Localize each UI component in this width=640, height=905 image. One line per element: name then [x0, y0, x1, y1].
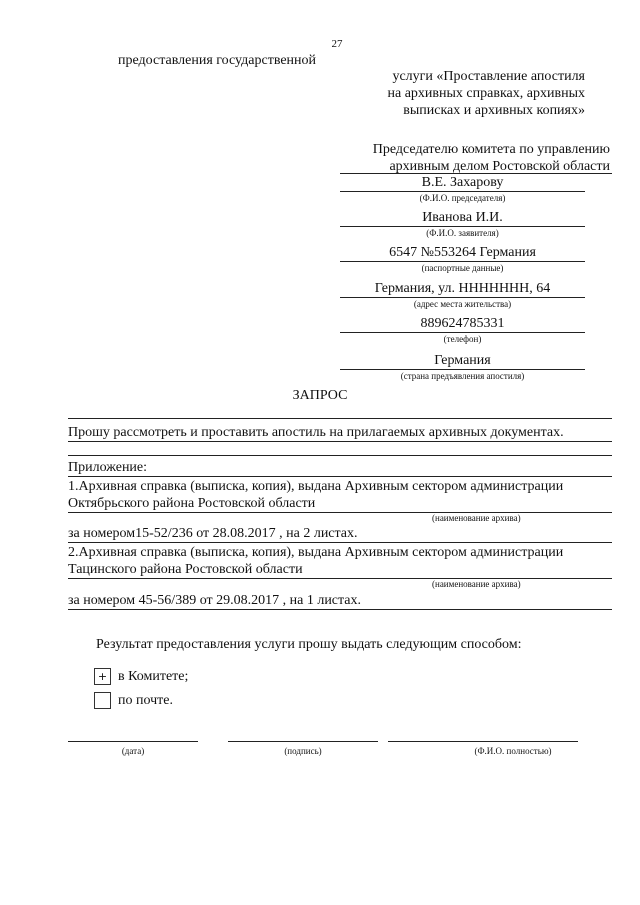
name-line — [388, 741, 578, 742]
attachment-1-line-1: 1.Архивная справка (выписка, копия), выдана Архивным сектором администрации — [68, 479, 564, 494]
field-value: Иванова И.И. — [340, 210, 585, 227]
field-value: Германия, ул. ННННННН, 64 — [340, 281, 585, 298]
archive-label: (наименование архива) — [432, 513, 521, 523]
rule — [68, 512, 612, 513]
header-block — [340, 68, 585, 119]
attachment-2-number: за номером 45-56/389 от 29.08.2017 , на 1 листах. — [68, 593, 362, 608]
attachment-heading: Приложение: — [68, 460, 148, 475]
field-label: (паспортные данные) — [421, 263, 504, 273]
request-text: Прошу рассмотреть и проставить апостиль на прилагаемых архивных документах. — [68, 425, 564, 440]
field-value: В.Е. Захарову — [340, 175, 585, 192]
field-phone — [340, 316, 585, 345]
field-address — [340, 281, 585, 310]
option-mail-label: по почте. — [118, 693, 173, 708]
sign-label: (подпись) — [284, 746, 322, 756]
field-label: (Ф.И.О. председателя) — [419, 193, 506, 203]
rule — [68, 542, 612, 543]
rule — [68, 476, 612, 477]
addressee-underline — [340, 173, 612, 174]
field-label: (адрес места жительства) — [413, 299, 512, 309]
header-line-2: услуги «Проставление апостиля — [392, 69, 585, 84]
header-line-3: на архивных справках, архивных — [387, 86, 585, 101]
attachment-2-line-2: Тацинского района Ростовской области — [68, 562, 303, 577]
rule — [68, 418, 612, 419]
addressee-line-2: архивным делом Ростовской области — [389, 159, 610, 174]
field-applicant — [340, 210, 585, 239]
date-label: (дата) — [121, 746, 145, 756]
name-label: (Ф.И.О. полностью) — [474, 746, 552, 756]
archive-label: (наименование архива) — [432, 579, 521, 589]
rule — [68, 441, 612, 442]
rule — [68, 609, 612, 610]
option-committee-label: в Комитете; — [118, 669, 189, 684]
field-country — [340, 353, 585, 382]
field-label: (телефон) — [443, 334, 482, 344]
field-passport — [340, 245, 585, 274]
page-number: 27 — [331, 38, 343, 50]
rule — [68, 455, 612, 456]
attachment-1-number: за номером15-52/236 от 28.08.2017 , на 2 листах. — [68, 526, 358, 541]
field-value: 6547 №553264 Германия — [340, 245, 585, 262]
result-text: Результат предоставления услуги прошу выдать следующим способом: — [96, 637, 522, 652]
header-line-4: выписках и архивных копиях» — [403, 103, 585, 118]
addressee-block — [340, 141, 610, 175]
attachment-1-line-2: Октябрьского района Ростовской области — [68, 496, 316, 511]
option-committee-checkbox[interactable]: + — [94, 668, 111, 685]
sign-line — [228, 741, 378, 742]
field-chairman — [340, 175, 585, 204]
field-label: (страна предъявления апостиля) — [400, 371, 525, 381]
field-value: 889624785331 — [340, 316, 585, 333]
header-line-1: предоставления государственной — [118, 53, 317, 68]
option-mail-checkbox[interactable] — [94, 692, 111, 709]
date-line — [68, 741, 198, 742]
document-title: ЗАПРОС — [292, 388, 348, 403]
field-label: (Ф.И.О. заявителя) — [426, 228, 499, 238]
attachment-2-line-1: 2.Архивная справка (выписка, копия), выдана Архивным сектором администрации — [68, 545, 564, 560]
addressee-line-1: Председателю комитета по управлению — [372, 142, 610, 157]
rule — [68, 578, 612, 579]
field-value: Германия — [340, 353, 585, 370]
